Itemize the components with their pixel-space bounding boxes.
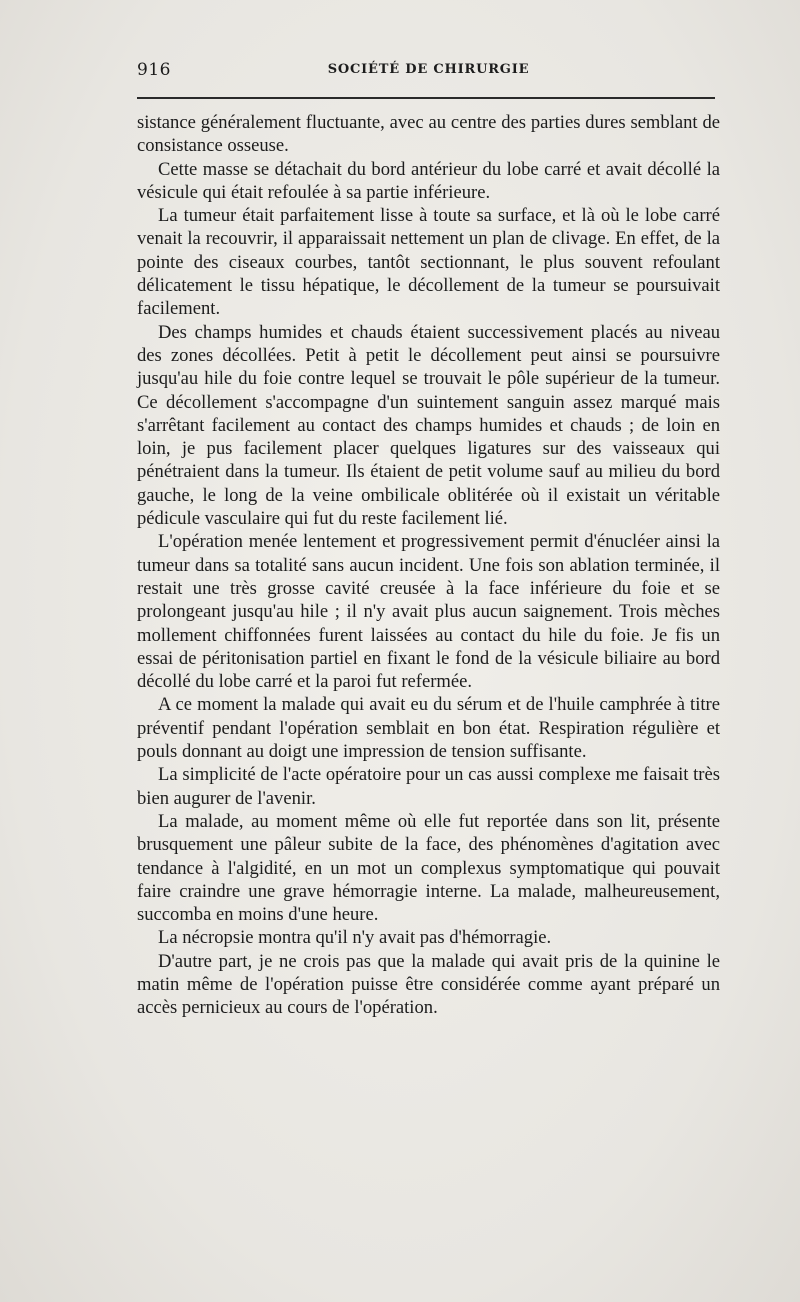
page-header (137, 60, 720, 84)
page-number: 916 (137, 60, 171, 80)
paragraph: La malade, au moment même où elle fut reportée dans son lit, présente brusquement une pâleur subite de la face, des phénomènes d'agitation avec tendance à l'algidité, en un mot un complexus symptomatique qui pouvait faire craindre une grave hémorragie interne. La malade, malheureusement, succomba en moins d'une heure. (137, 810, 720, 926)
paragraph: La tumeur était parfaitement lisse à toute sa surface, et là où le lobe carré venait la recouvrir, il apparaissait nettement un plan de clivage. En effet, de la pointe des ciseaux courbes, tantôt sectionnant, le plus souvent refoulant délicatement le tissu hépatique, le décollement de la tumeur se poursuivait facilement. (137, 205, 720, 320)
paragraph: L'opération menée lentement et progressivement permit d'énucléer ainsi la tumeur dans sa totalité sans aucun incident. Une fois son ablation terminée, il restait une très grosse cavité creusée à la face inférieure du foie et se prolongeant jusqu'au hile ; il n'y avait plus aucun saignement. Trois mèches mollement chiffonnées furent laissées au contact du hile du foie. Je fis un essai de péritonisation partiel en fixant le fond de la vésicule biliaire au bord décollé du lobe carré et la paroi fut refermée. (137, 531, 720, 693)
paragraph: Des champs humides et chauds étaient successivement placés au niveau des zones décollées. Petit à petit le décollement peut ainsi se poursuivre jusqu'au hile du foie contre lequel se trouvait le pôle supérieur de la tumeur. Ce décollement s'accompagne d'un suintement sanguin assez marqué mais s'arrêtant facilement au contact des champs humides et chauds ; de loin en loin, je pus facilement placer quelques ligatures sur des vaisseaux qui pénétraient dans la tumeur. Ils étaient de petit volume sauf au milieu du bord gauche, le long de la veine ombilicale oblitérée où il existait un véritable pédicule vasculaire qui fut du reste facilement lié. (137, 321, 720, 530)
paragraph: D'autre part, je ne crois pas que la malade qui avait pris de la quinine le matin même de l'opération puisse être considérée comme ayant préparé un accès pernicieux au cours de l'opération. (137, 950, 720, 1019)
paragraph: Cette masse se détachait du bord antérieur du lobe carré et avait décollé la vésicule qui était refoulée à sa partie inférieure. (137, 158, 720, 203)
paragraph: A ce moment la malade qui avait eu du sérum et de l'huile camphrée à titre préventif pendant l'opération semblait en bon état. Respiration régulière et pouls donnant au doigt une impression de tension suffisante. (137, 694, 720, 763)
paragraph: La nécropsie montra qu'il n'y avait pas d'hémorragie. (158, 927, 552, 949)
paragraph: La simplicité de l'acte opératoire pour un cas aussi complexe me faisait très bien augurer de l'avenir. (137, 764, 720, 809)
running-title: SOCIÉTÉ DE CHIRURGIE (327, 62, 530, 77)
paragraph: sistance généralement fluctuante, avec au centre des parties dures semblant de consistance osseuse. (137, 112, 720, 157)
header-rule (137, 97, 715, 99)
body-text (137, 111, 720, 1020)
